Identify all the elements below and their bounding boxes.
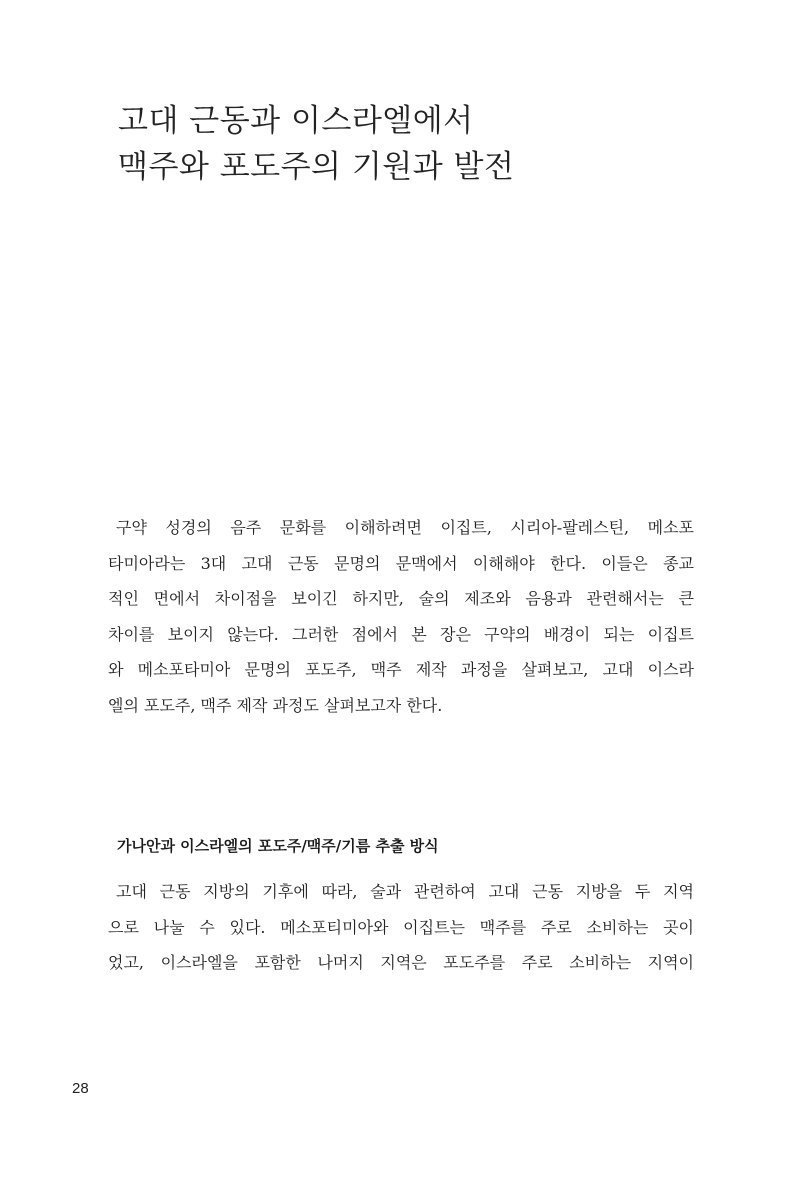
intro-line: 타미아라는 3대 고대 근동 문명의 문맥에서 이해해야 한다. 이들은 종교 — [108, 553, 694, 573]
section-paragraph — [108, 874, 694, 981]
section-line: 으로 나눌 수 있다. 메소포티미아와 이집트는 맥주를 주로 소비하는 곳이 — [108, 917, 694, 937]
intro-line: 와 메소포타미아 문명의 포도주, 맥주 제작 과정을 살펴보고, 고대 이스라 — [108, 660, 694, 680]
intro-paragraph — [108, 510, 694, 724]
intro-line: 적인 면에서 차이점을 보이긴 하지만, 술의 제조와 음용과 관련해서는 큰 — [108, 589, 694, 609]
page-number: 28 — [72, 1080, 89, 1097]
section-line: 고대 근동 지방의 기후에 따라, 술과 관련하여 고대 근동 지방을 두 지역 — [116, 882, 694, 901]
section-line: 었고, 이스라엘을 포함한 나머지 지역은 포도주를 주로 소비하는 지역이 — [108, 953, 694, 973]
intro-line: 차이를 보이지 않는다. 그러한 점에서 본 장은 구약의 배경이 되는 이집트 — [108, 624, 694, 644]
intro-line: 구약 성경의 음주 문화를 이해하려면 이집트, 시리아-팔레스틴, 메소포 — [116, 518, 694, 537]
chapter-title-line: 고대 근동과 이스라엘에서 — [118, 103, 474, 139]
chapter-title-line: 맥주와 포도주의 기원과 발전 — [118, 149, 515, 185]
section-heading: 가나안과 이스라엘의 포도주/맥주/기름 추출 방식 — [117, 837, 439, 855]
intro-line: 엘의 포도주, 맥주 제작 과정도 살펴보고자 한다. — [108, 695, 443, 715]
chapter-title — [118, 98, 738, 190]
